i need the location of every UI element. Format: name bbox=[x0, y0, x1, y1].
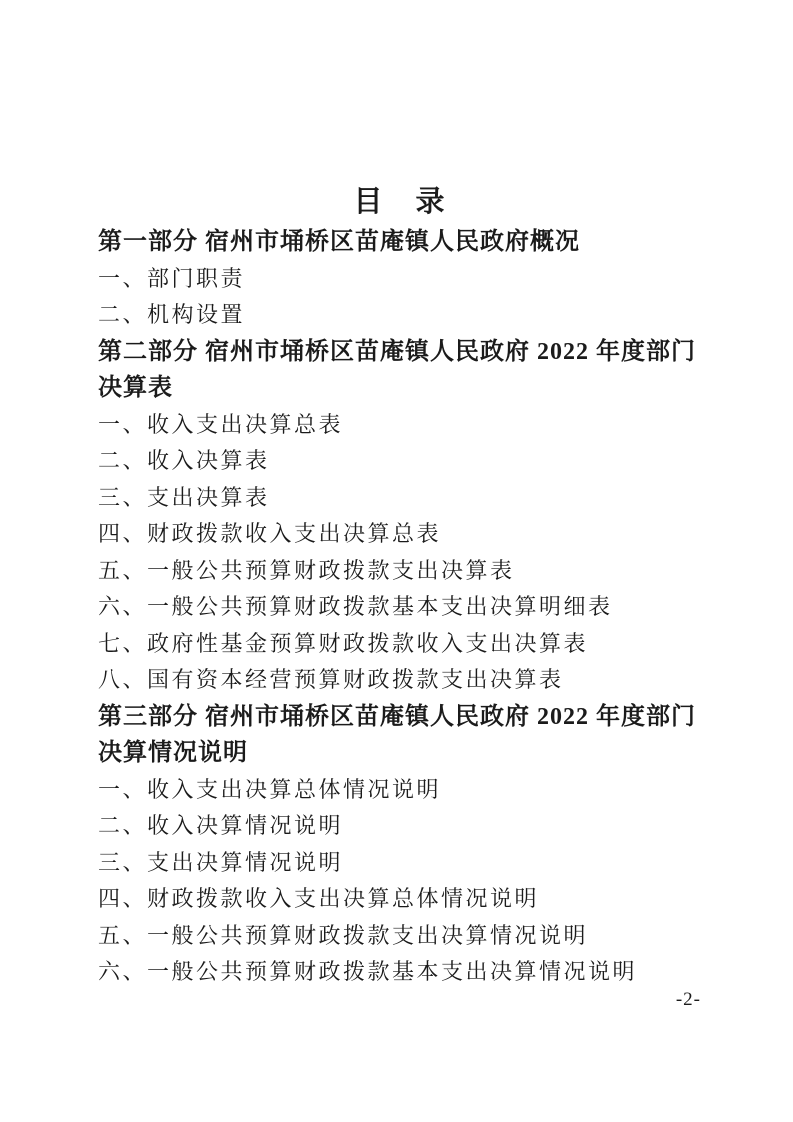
toc-section-3-heading-line-2: 决算情况说明 bbox=[98, 740, 248, 766]
toc-item: 二、收入决算表 bbox=[98, 448, 270, 473]
toc-item: 三、支出决算表 bbox=[98, 484, 270, 510]
toc-content bbox=[98, 180, 702, 991]
toc-item: 三、支出决算情况说明 bbox=[98, 849, 344, 875]
toc-item: 八、国有资本经营预算财政拨款支出决算表 bbox=[98, 667, 564, 692]
toc-item: 一、部门职责 bbox=[98, 265, 246, 291]
toc-section-2-heading-line-2: 决算表 bbox=[98, 375, 173, 401]
toc-item: 六、一般公共预算财政拨款基本支出决算明细表 bbox=[98, 594, 613, 619]
page-number: -2- bbox=[675, 989, 701, 1010]
toc-item: 七、政府性基金预算财政拨款收入支出决算表 bbox=[98, 630, 589, 656]
toc-section-2-heading-line-1: 第二部分 宿州市埇桥区苗庵镇人民政府 2022 年度部门 bbox=[98, 338, 696, 365]
toc-item: 二、收入决算情况说明 bbox=[98, 813, 344, 838]
toc-item: 六、一般公共预算财政拨款基本支出决算情况说明 bbox=[98, 959, 638, 984]
toc-item: 四、财政拨款收入支出决算总体情况说明 bbox=[98, 886, 540, 911]
toc-item: 四、财政拨款收入支出决算总表 bbox=[98, 521, 442, 546]
toc-section-1-heading: 第一部分 宿州市埇桥区苗庵镇人民政府概况 bbox=[98, 229, 580, 255]
toc-item: 一、收入支出决算总表 bbox=[98, 411, 344, 437]
toc-item: 一、收入支出决算总体情况说明 bbox=[98, 776, 442, 802]
toc-item: 五、一般公共预算财政拨款支出决算情况说明 bbox=[98, 922, 589, 948]
toc-item: 五、一般公共预算财政拨款支出决算表 bbox=[98, 557, 515, 583]
toc-title: 目 录 bbox=[353, 186, 447, 218]
toc-section-3-heading-line-1: 第三部分 宿州市埇桥区苗庵镇人民政府 2022 年度部门 bbox=[98, 703, 696, 730]
toc-item: 二、机构设置 bbox=[98, 302, 246, 327]
